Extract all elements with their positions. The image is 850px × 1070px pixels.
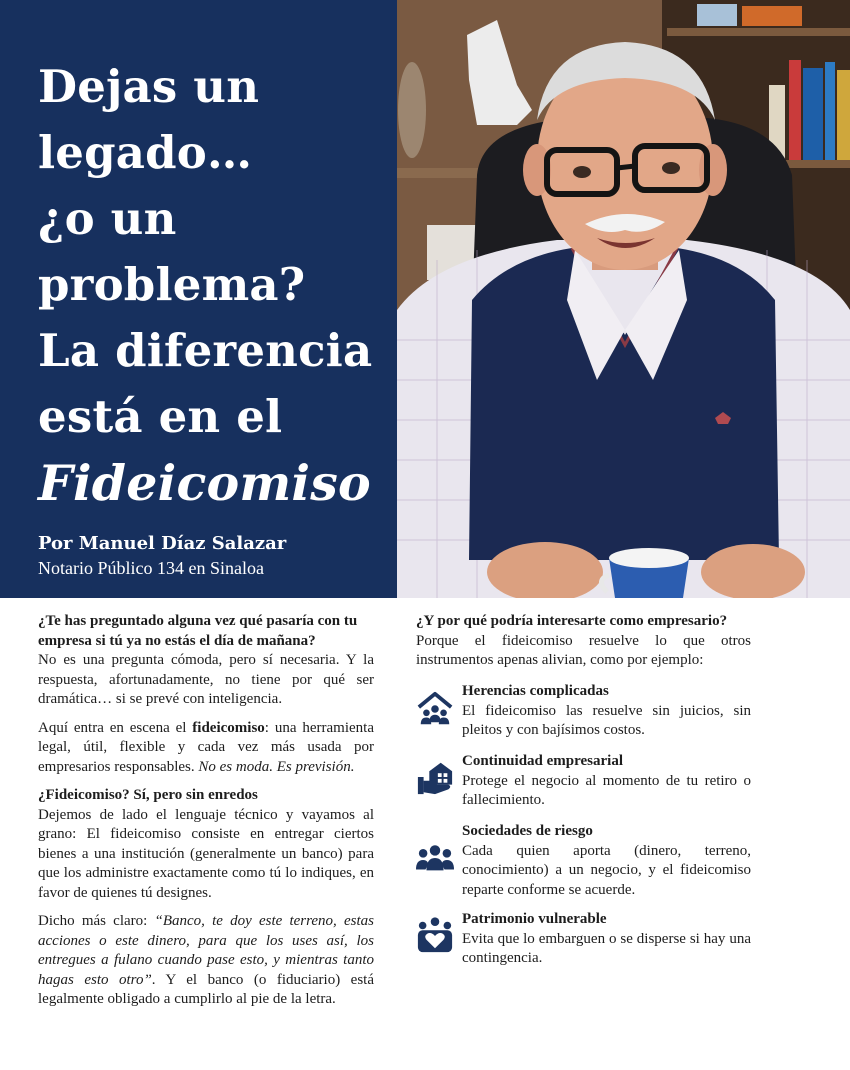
headline-line: La diferencia bbox=[38, 324, 373, 377]
question-heading bbox=[38, 612, 374, 651]
headline-emphasis: Fideicomiso bbox=[38, 454, 371, 512]
feature-text bbox=[462, 822, 751, 900]
paragraph: Dejemos de lado el lenguaje técnico y vayamos al grano: El fideicomiso consiste en entregar ciertos bienes a una institución (generalmente un banco) para que los administre exactamente como tú lo indiques, en favor de quienes tú designes. bbox=[38, 806, 374, 901]
left-column bbox=[38, 612, 374, 1010]
paragraph-text: : una herramienta legal, útil, flexible y cada vez más usada por empresarios responsables. bbox=[38, 719, 374, 775]
paragraph: Porque el fideicomiso resuelve lo que otros instrumentos apenas alivian, como por ejemplo: bbox=[416, 632, 751, 668]
feature-title: Sociedades de riesgo bbox=[462, 823, 593, 839]
feature-text bbox=[462, 910, 751, 969]
feature-description: El fideicomiso las resuelve sin juicios, sin pleitos y con bajísimos costos. bbox=[462, 702, 751, 738]
question-line: empresa si tú ya no estás el día de mañana? bbox=[38, 632, 316, 649]
headline-line: Dejas un bbox=[38, 60, 260, 113]
section-heading: ¿Fideicomiso? Sí, pero sin enredos bbox=[38, 787, 258, 803]
paragraph-text: Dicho más claro: bbox=[38, 913, 155, 929]
feature-text bbox=[462, 682, 751, 741]
headline-line: ¿o un bbox=[38, 192, 177, 245]
quote-text: “Banco, te doy este terreno, estas acciones o este dinero, para que los uses así, los entregues a fulano cuando pase esto, y mientras tanto hagas esto otro” bbox=[38, 913, 374, 988]
feature-description: Protege el negocio al momento de tu retiro o fallecimiento. bbox=[462, 772, 751, 808]
author-name: Por Manuel Díaz Salazar bbox=[38, 533, 287, 554]
headline-line: problema? bbox=[38, 258, 306, 311]
portrait-illustration bbox=[397, 0, 850, 598]
emphasis-text: No es moda. Es previsión. bbox=[198, 758, 355, 775]
question-line: ¿Te has preguntado alguna vez qué pasaría con tu bbox=[38, 613, 358, 629]
paragraph bbox=[38, 912, 374, 1010]
headline-line: legado… bbox=[38, 126, 253, 179]
author-role: Notario Público 134 en Sinaloa bbox=[38, 558, 264, 578]
paragraph bbox=[38, 719, 374, 778]
right-column bbox=[416, 612, 751, 966]
section-heading: ¿Y por qué podría interesarte como empresario? bbox=[416, 613, 728, 629]
feature-title: Continuidad empresarial bbox=[462, 753, 623, 769]
feature-title: Herencias complicadas bbox=[462, 683, 609, 699]
paragraph-text: . Y el banco (o fiduciario) está legalmente obligado a cumplirlo al pie de la letra. bbox=[38, 971, 375, 1007]
group-people-icon bbox=[416, 840, 454, 878]
keyword-fideicomiso: fideicomiso bbox=[192, 719, 265, 736]
hand-building-icon bbox=[416, 758, 454, 796]
feature-text bbox=[462, 752, 751, 811]
headline-line: está en el bbox=[38, 390, 283, 443]
paragraph: No es una pregunta cómoda, pero sí necesaria. Y la respuesta, afortunadamente, no tiene por qué ser dramática… si se prevé con inteligencia. bbox=[38, 652, 374, 707]
byline bbox=[38, 532, 286, 580]
headline bbox=[38, 54, 372, 516]
feature-title: Patrimonio vulnerable bbox=[462, 911, 607, 927]
people-heart-icon bbox=[416, 916, 454, 954]
family-house-icon bbox=[416, 690, 454, 728]
title-panel bbox=[0, 0, 397, 598]
paragraph-text: Aquí entra en escena el bbox=[38, 719, 193, 736]
feature-description: Cada quien aporta (dinero, terreno, conocimiento) a un negocio, y el fideicomiso reparte conforme se acuerde. bbox=[462, 842, 751, 898]
feature-description: Evita que lo embarguen o se disperse si hay una contingencia. bbox=[462, 930, 751, 966]
portrait-photo bbox=[397, 0, 850, 598]
